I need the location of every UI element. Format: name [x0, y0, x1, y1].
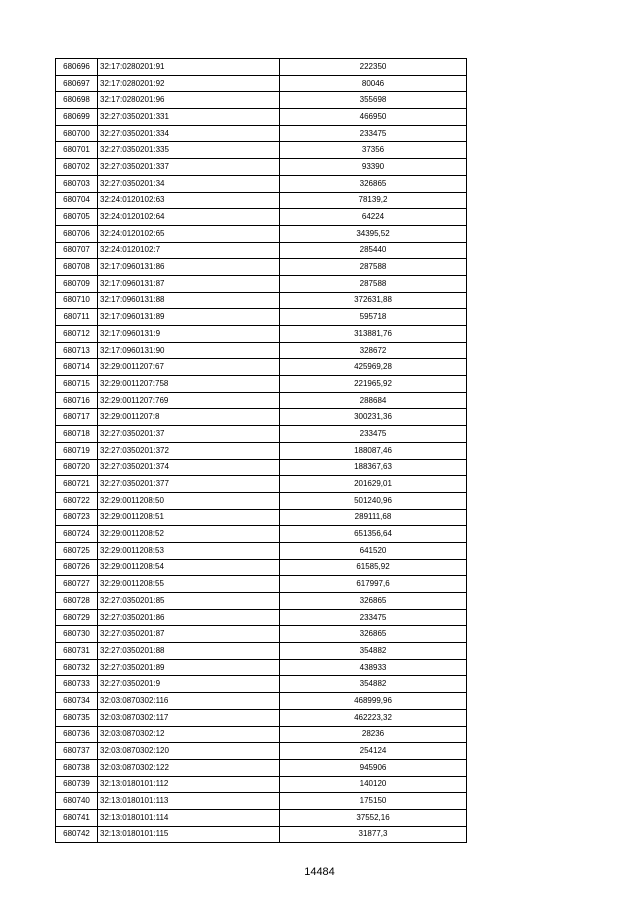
table-row	[56, 159, 467, 176]
row-id-cell: 680735	[56, 709, 98, 726]
table-row	[56, 693, 467, 710]
cadastral-number-cell: 32:24:0120102:7	[98, 242, 280, 259]
row-id-cell: 680699	[56, 109, 98, 126]
value-cell: 501240,96	[280, 492, 467, 509]
value-cell: 326865	[280, 626, 467, 643]
cadastral-number-cell: 32:27:0350201:9	[98, 676, 280, 693]
cadastral-number-cell: 32:27:0350201:88	[98, 643, 280, 660]
value-cell: 354882	[280, 676, 467, 693]
value-cell: 37356	[280, 142, 467, 159]
value-cell: 462223,32	[280, 709, 467, 726]
cadastral-number-cell: 32:24:0120102:64	[98, 209, 280, 226]
row-id-cell: 680727	[56, 576, 98, 593]
table-row	[56, 175, 467, 192]
table-row	[56, 242, 467, 259]
cadastral-number-cell: 32:17:0960131:89	[98, 309, 280, 326]
cadastral-number-cell: 32:29:0011207:758	[98, 376, 280, 393]
cadastral-number-cell: 32:29:0011207:8	[98, 409, 280, 426]
value-cell: 945906	[280, 759, 467, 776]
value-cell: 37552,16	[280, 809, 467, 826]
value-cell: 300231,36	[280, 409, 467, 426]
row-id-cell: 680702	[56, 159, 98, 176]
cadastral-number-cell: 32:29:0011207:67	[98, 359, 280, 376]
cadastral-number-cell: 32:29:0011208:54	[98, 559, 280, 576]
cadastral-number-cell: 32:29:0011208:50	[98, 492, 280, 509]
cadastral-number-cell: 32:03:0870302:116	[98, 693, 280, 710]
cadastral-number-cell: 32:13:0180101:112	[98, 776, 280, 793]
value-cell: 175150	[280, 793, 467, 810]
value-cell: 466950	[280, 109, 467, 126]
table-row	[56, 125, 467, 142]
value-cell: 641520	[280, 542, 467, 559]
cadastral-number-cell: 32:27:0350201:86	[98, 609, 280, 626]
table-row	[56, 809, 467, 826]
row-id-cell: 680734	[56, 693, 98, 710]
row-id-cell: 680705	[56, 209, 98, 226]
table-row	[56, 309, 467, 326]
value-cell: 34395,52	[280, 225, 467, 242]
table-row	[56, 92, 467, 109]
value-cell: 254124	[280, 743, 467, 760]
value-cell: 93390	[280, 159, 467, 176]
data-table	[55, 58, 467, 843]
cadastral-number-cell: 32:27:0350201:331	[98, 109, 280, 126]
row-id-cell: 680732	[56, 659, 98, 676]
table-row	[56, 442, 467, 459]
cadastral-number-cell: 32:27:0350201:87	[98, 626, 280, 643]
table-row	[56, 776, 467, 793]
page-number: 14484	[304, 866, 335, 878]
table-row	[56, 542, 467, 559]
value-cell: 287588	[280, 275, 467, 292]
table-row	[56, 643, 467, 660]
table-row	[56, 59, 467, 76]
value-cell: 233475	[280, 125, 467, 142]
table-row	[56, 225, 467, 242]
table-row	[56, 492, 467, 509]
cadastral-number-cell: 32:27:0350201:34	[98, 175, 280, 192]
row-id-cell: 680724	[56, 526, 98, 543]
row-id-cell: 680706	[56, 225, 98, 242]
value-cell: 64224	[280, 209, 467, 226]
value-cell: 328672	[280, 342, 467, 359]
row-id-cell: 680716	[56, 392, 98, 409]
row-id-cell: 680707	[56, 242, 98, 259]
table-row	[56, 109, 467, 126]
cadastral-number-cell: 32:27:0350201:89	[98, 659, 280, 676]
row-id-cell: 680704	[56, 192, 98, 209]
cadastral-number-cell: 32:24:0120102:63	[98, 192, 280, 209]
cadastral-number-cell: 32:03:0870302:117	[98, 709, 280, 726]
table-row	[56, 559, 467, 576]
row-id-cell: 680713	[56, 342, 98, 359]
value-cell: 78139,2	[280, 192, 467, 209]
table-row	[56, 426, 467, 443]
table-body	[56, 59, 467, 843]
value-cell: 617997,6	[280, 576, 467, 593]
cadastral-number-cell: 32:03:0870302:122	[98, 759, 280, 776]
cadastral-number-cell: 32:29:0011208:51	[98, 509, 280, 526]
row-id-cell: 680720	[56, 459, 98, 476]
value-cell: 288684	[280, 392, 467, 409]
cadastral-number-cell: 32:29:0011207:769	[98, 392, 280, 409]
table-row	[56, 292, 467, 309]
cadastral-number-cell: 32:29:0011208:55	[98, 576, 280, 593]
value-cell: 425969,28	[280, 359, 467, 376]
value-cell: 201629,01	[280, 476, 467, 493]
value-cell: 438933	[280, 659, 467, 676]
value-cell: 651356,64	[280, 526, 467, 543]
table-row	[56, 526, 467, 543]
value-cell: 233475	[280, 609, 467, 626]
cadastral-number-cell: 32:03:0870302:120	[98, 743, 280, 760]
value-cell: 233475	[280, 426, 467, 443]
table-row	[56, 275, 467, 292]
table-row	[56, 75, 467, 92]
table-row	[56, 709, 467, 726]
row-id-cell: 680742	[56, 826, 98, 843]
table-row	[56, 142, 467, 159]
row-id-cell: 680740	[56, 793, 98, 810]
table-row	[56, 576, 467, 593]
value-cell: 221965,92	[280, 376, 467, 393]
cadastral-number-cell: 32:13:0180101:114	[98, 809, 280, 826]
row-id-cell: 680710	[56, 292, 98, 309]
row-id-cell: 680731	[56, 643, 98, 660]
row-id-cell: 680712	[56, 326, 98, 343]
row-id-cell: 680703	[56, 175, 98, 192]
row-id-cell: 680738	[56, 759, 98, 776]
table-row	[56, 359, 467, 376]
value-cell: 468999,96	[280, 693, 467, 710]
row-id-cell: 680696	[56, 59, 98, 76]
row-id-cell: 680719	[56, 442, 98, 459]
value-cell: 61585,92	[280, 559, 467, 576]
table-row	[56, 326, 467, 343]
cadastral-number-cell: 32:17:0960131:9	[98, 326, 280, 343]
cadastral-number-cell: 32:27:0350201:337	[98, 159, 280, 176]
table-row	[56, 259, 467, 276]
cadastral-number-cell: 32:13:0180101:113	[98, 793, 280, 810]
table-row	[56, 509, 467, 526]
table-row	[56, 826, 467, 843]
cadastral-number-cell: 32:17:0960131:90	[98, 342, 280, 359]
row-id-cell: 680725	[56, 542, 98, 559]
table-row	[56, 726, 467, 743]
value-cell: 354882	[280, 643, 467, 660]
cadastral-number-cell: 32:27:0350201:37	[98, 426, 280, 443]
row-id-cell: 680708	[56, 259, 98, 276]
value-cell: 80046	[280, 75, 467, 92]
row-id-cell: 680717	[56, 409, 98, 426]
value-cell: 372631,88	[280, 292, 467, 309]
cadastral-number-cell: 32:29:0011208:52	[98, 526, 280, 543]
table-row	[56, 793, 467, 810]
row-id-cell: 680739	[56, 776, 98, 793]
cadastral-number-cell: 32:27:0350201:335	[98, 142, 280, 159]
value-cell: 287588	[280, 259, 467, 276]
cadastral-number-cell: 32:03:0870302:12	[98, 726, 280, 743]
table-row	[56, 609, 467, 626]
row-id-cell: 680741	[56, 809, 98, 826]
value-cell: 289111,68	[280, 509, 467, 526]
row-id-cell: 680715	[56, 376, 98, 393]
row-id-cell: 680729	[56, 609, 98, 626]
row-id-cell: 680721	[56, 476, 98, 493]
value-cell: 285440	[280, 242, 467, 259]
row-id-cell: 680733	[56, 676, 98, 693]
cadastral-number-cell: 32:17:0280201:96	[98, 92, 280, 109]
value-cell: 28236	[280, 726, 467, 743]
cadastral-number-cell: 32:27:0350201:85	[98, 593, 280, 610]
row-id-cell: 680709	[56, 275, 98, 292]
cadastral-number-cell: 32:17:0280201:92	[98, 75, 280, 92]
table-row	[56, 376, 467, 393]
table-row	[56, 409, 467, 426]
table-row	[56, 676, 467, 693]
cadastral-number-cell: 32:17:0960131:86	[98, 259, 280, 276]
cadastral-number-cell: 32:13:0180101:115	[98, 826, 280, 843]
row-id-cell: 680736	[56, 726, 98, 743]
row-id-cell: 680728	[56, 593, 98, 610]
row-id-cell: 680726	[56, 559, 98, 576]
table-row	[56, 626, 467, 643]
table-row	[56, 743, 467, 760]
row-id-cell: 680711	[56, 309, 98, 326]
row-id-cell: 680730	[56, 626, 98, 643]
table-row	[56, 459, 467, 476]
table-row	[56, 192, 467, 209]
cadastral-number-cell: 32:29:0011208:53	[98, 542, 280, 559]
table-row	[56, 342, 467, 359]
cadastral-number-cell: 32:27:0350201:377	[98, 476, 280, 493]
row-id-cell: 680722	[56, 492, 98, 509]
value-cell: 326865	[280, 175, 467, 192]
table-row	[56, 759, 467, 776]
row-id-cell: 680718	[56, 426, 98, 443]
cadastral-number-cell: 32:17:0960131:88	[98, 292, 280, 309]
value-cell: 355698	[280, 92, 467, 109]
cadastral-number-cell: 32:17:0280201:91	[98, 59, 280, 76]
table-row	[56, 392, 467, 409]
value-cell: 313881,76	[280, 326, 467, 343]
cadastral-number-cell: 32:27:0350201:372	[98, 442, 280, 459]
table-row	[56, 659, 467, 676]
value-cell: 595718	[280, 309, 467, 326]
cadastral-number-cell: 32:27:0350201:334	[98, 125, 280, 142]
row-id-cell: 680737	[56, 743, 98, 760]
table-row	[56, 476, 467, 493]
value-cell: 222350	[280, 59, 467, 76]
row-id-cell: 680698	[56, 92, 98, 109]
row-id-cell: 680700	[56, 125, 98, 142]
cadastral-number-cell: 32:17:0960131:87	[98, 275, 280, 292]
row-id-cell: 680697	[56, 75, 98, 92]
value-cell: 31877,3	[280, 826, 467, 843]
cadastral-number-cell: 32:27:0350201:374	[98, 459, 280, 476]
value-cell: 140120	[280, 776, 467, 793]
value-cell: 188367,63	[280, 459, 467, 476]
value-cell: 188087,46	[280, 442, 467, 459]
cadastral-number-cell: 32:24:0120102:65	[98, 225, 280, 242]
table-row	[56, 593, 467, 610]
row-id-cell: 680723	[56, 509, 98, 526]
row-id-cell: 680714	[56, 359, 98, 376]
table-row	[56, 209, 467, 226]
value-cell: 326865	[280, 593, 467, 610]
row-id-cell: 680701	[56, 142, 98, 159]
